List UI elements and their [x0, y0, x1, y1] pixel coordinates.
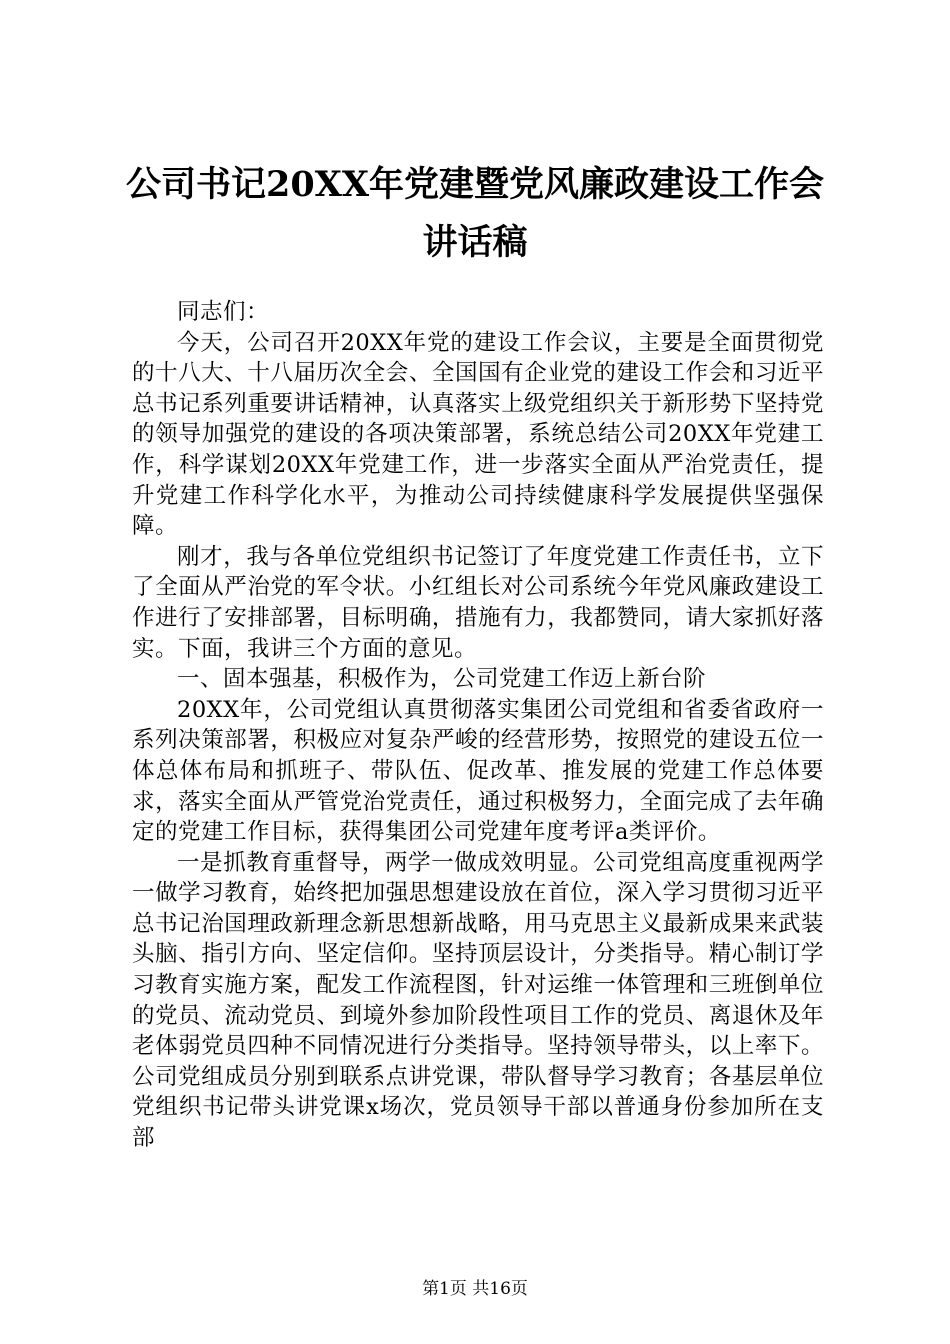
paragraph: 一是抓教育重督导，两学一做成效明显。公司党组高度重视两学一做学习教育，始终把加强思想建设放在首位，深入学习贯彻习近平总书记治国理政新理念新思想新战略，用马克思主义最新成果来武装头脑、指引方向、坚定信仰。坚持顶层设计，分类指导。精心制订学习教育实施方案，配发工作流程图，针对运维一体管理和三班倒单位的党员、流动党员、到境外参加阶段性项目工作的党员、离退休及年老体弱党员四种不同情况进行分类指导。坚持领导带头，以上率下。公司党组成员分别到联系点讲党课，带队督导学习教育；各基层单位党组织书记带头讲党课x场次，党员领导干部以普通身份参加所在支部: [132, 849, 824, 1152]
paragraph: 20XX年，公司党组认真贯彻落实集团公司党组和省委省政府一系列决策部署，积极应对复杂严峻的经营形势，按照党的建设五位一体总体布局和抓班子、带队伍、促改革、推发展的党建工作总体要求，落实全面从严管党治党责任，通过积极努力，全面完成了去年确定的党建工作目标，获得集团公司党建年度考评a类评价。: [132, 696, 824, 846]
document-title-line-2: 讲话稿: [422, 222, 528, 263]
document-body: [132, 297, 824, 1154]
page-footer: 第1页 共16页: [422, 1279, 528, 1299]
paragraph: 刚才，我与各单位党组织书记签订了年度党建工作责任书，立下了全面从严治党的军令状。小红组长对公司系统今年党风廉政建设工作进行了安排部署，目标明确，措施有力，我都赞同，请大家抓好落实。下面，我讲三个方面的意见。: [132, 543, 824, 662]
paragraph: 今天，公司召开20XX年党的建设工作会议，主要是全面贯彻党的十八大、十八届历次全会、全国国有企业党的建设工作会和习近平总书记系列重要讲话精神，认真落实上级党组织关于新形势下坚持党的领导加强党的建设的各项决策部署，系统总结公司20XX年党建工作，科学谋划20XX年党建工作，进一步落实全面从严治党责任，提升党建工作科学化水平，为推动公司持续健康科学发展提供坚强保障。: [132, 329, 824, 540]
paragraph-salutation: 同志们：: [177, 299, 270, 325]
section-heading: 一、固本强基，积极作为，公司党建工作迈上新台阶: [177, 666, 707, 693]
document-title-line-1: 公司书记20XX年党建暨党风廉政建设工作会: [125, 164, 825, 205]
